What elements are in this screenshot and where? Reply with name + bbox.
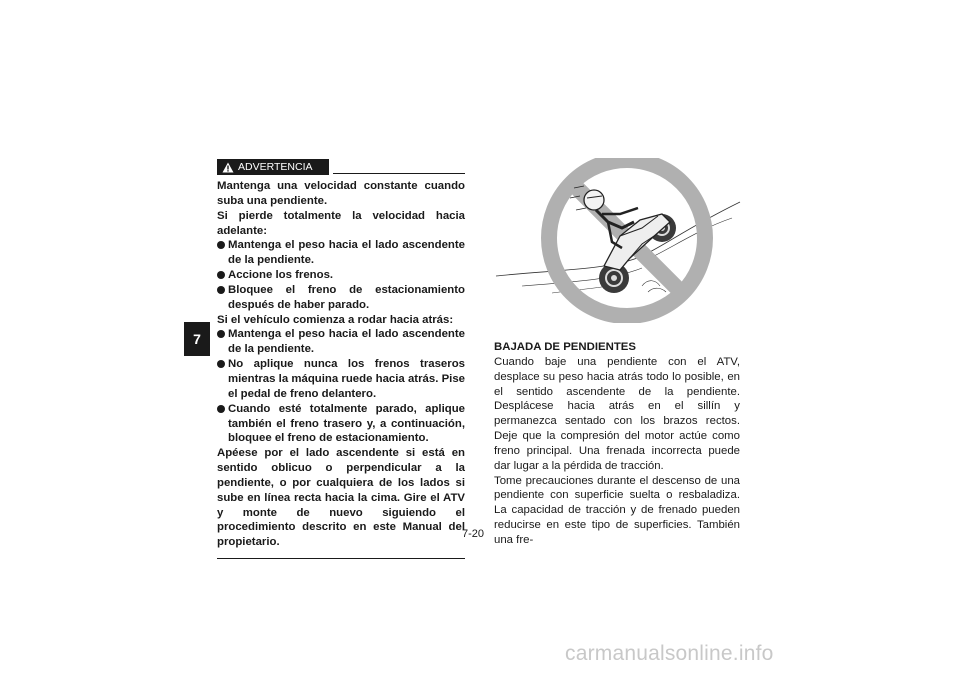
- warning-bullet: Cuando esté totalmente parado, aplique también el freno trasero y, a continuación, bloquee el freno de estacionamiento.: [217, 402, 465, 447]
- warning-paragraph-3: Si el vehículo comienza a rodar hacia atrás:: [217, 313, 454, 326]
- bullet-dot-icon: [217, 405, 225, 413]
- warning-block: [217, 158, 465, 559]
- warning-triangle-icon: [222, 162, 234, 173]
- section-paragraph-1: Cuando baje una pendiente con el ATV, desplace su peso hacia atrás todo lo posible, en el sentido ascendente de la pendiente. Desplácese hacia atrás en el sillín y permanezca sentado con los brazos rectos. Deje que la compresión del motor actúe como freno principal. Una frenada incorrecta puede dar lugar a la pérdida de tracción.: [494, 355, 740, 472]
- bullet-dot-icon: [217, 360, 225, 368]
- warning-bullet: Mantenga el peso hacia el lado ascendente de la pendiente.: [217, 327, 465, 357]
- prohibited-atv-backflip-illustration: [492, 158, 742, 323]
- section-heading: BAJADA DE PENDIENTES: [494, 341, 636, 353]
- warning-bullet: Mantenga el peso hacia el lado ascendente de la pendiente.: [217, 238, 465, 268]
- warning-rule: [333, 173, 465, 174]
- bullet-dot-icon: [217, 286, 225, 294]
- descending-slopes-section: [494, 340, 740, 548]
- warning-paragraph-1: Mantenga una velocidad constante cuando suba una pendiente.: [217, 180, 465, 207]
- warning-paragraph-4: Apéese por el lado ascendente si está en sentido oblicuo o perpendicular a la pendiente, o por cualquiera de los lados si sube en línea recta hacia la cima. Gire el ATV y monte de nuevo siguiendo el procedimiento descrito en este Manual del propietario.: [217, 447, 465, 549]
- warning-bullet: No aplique nunca los frenos traseros mientras la máquina ruede hacia atrás. Pise el pedal de freno delantero.: [217, 357, 465, 402]
- bullet-dot-icon: [217, 271, 225, 279]
- warning-header: [217, 158, 465, 177]
- bullet-dot-icon: [217, 241, 225, 249]
- page-number: 7-20: [462, 528, 485, 540]
- warning-bullet: Bloquee el freno de estacionamiento después de haber parado.: [217, 283, 465, 313]
- section-paragraph-2: Tome precauciones durante el descenso de una pendiente con superficie suelta o resbaladiza. La capacidad de tracción y de frenado pueden reducirse en este tipo de superficies. También una fre-: [494, 474, 740, 546]
- watermark: carmanualsonline.info: [565, 642, 774, 665]
- warning-bullet: Accione los frenos.: [217, 268, 465, 283]
- warning-badge: [217, 159, 329, 175]
- warning-label: ADVERTENCIA: [238, 160, 313, 173]
- warning-paragraph-2: Si pierde totalmente la velocidad hacia adelante:: [217, 209, 465, 237]
- bullet-dot-icon: [217, 330, 225, 338]
- chapter-tab: 7: [184, 322, 210, 356]
- warning-end-rule: [217, 558, 465, 559]
